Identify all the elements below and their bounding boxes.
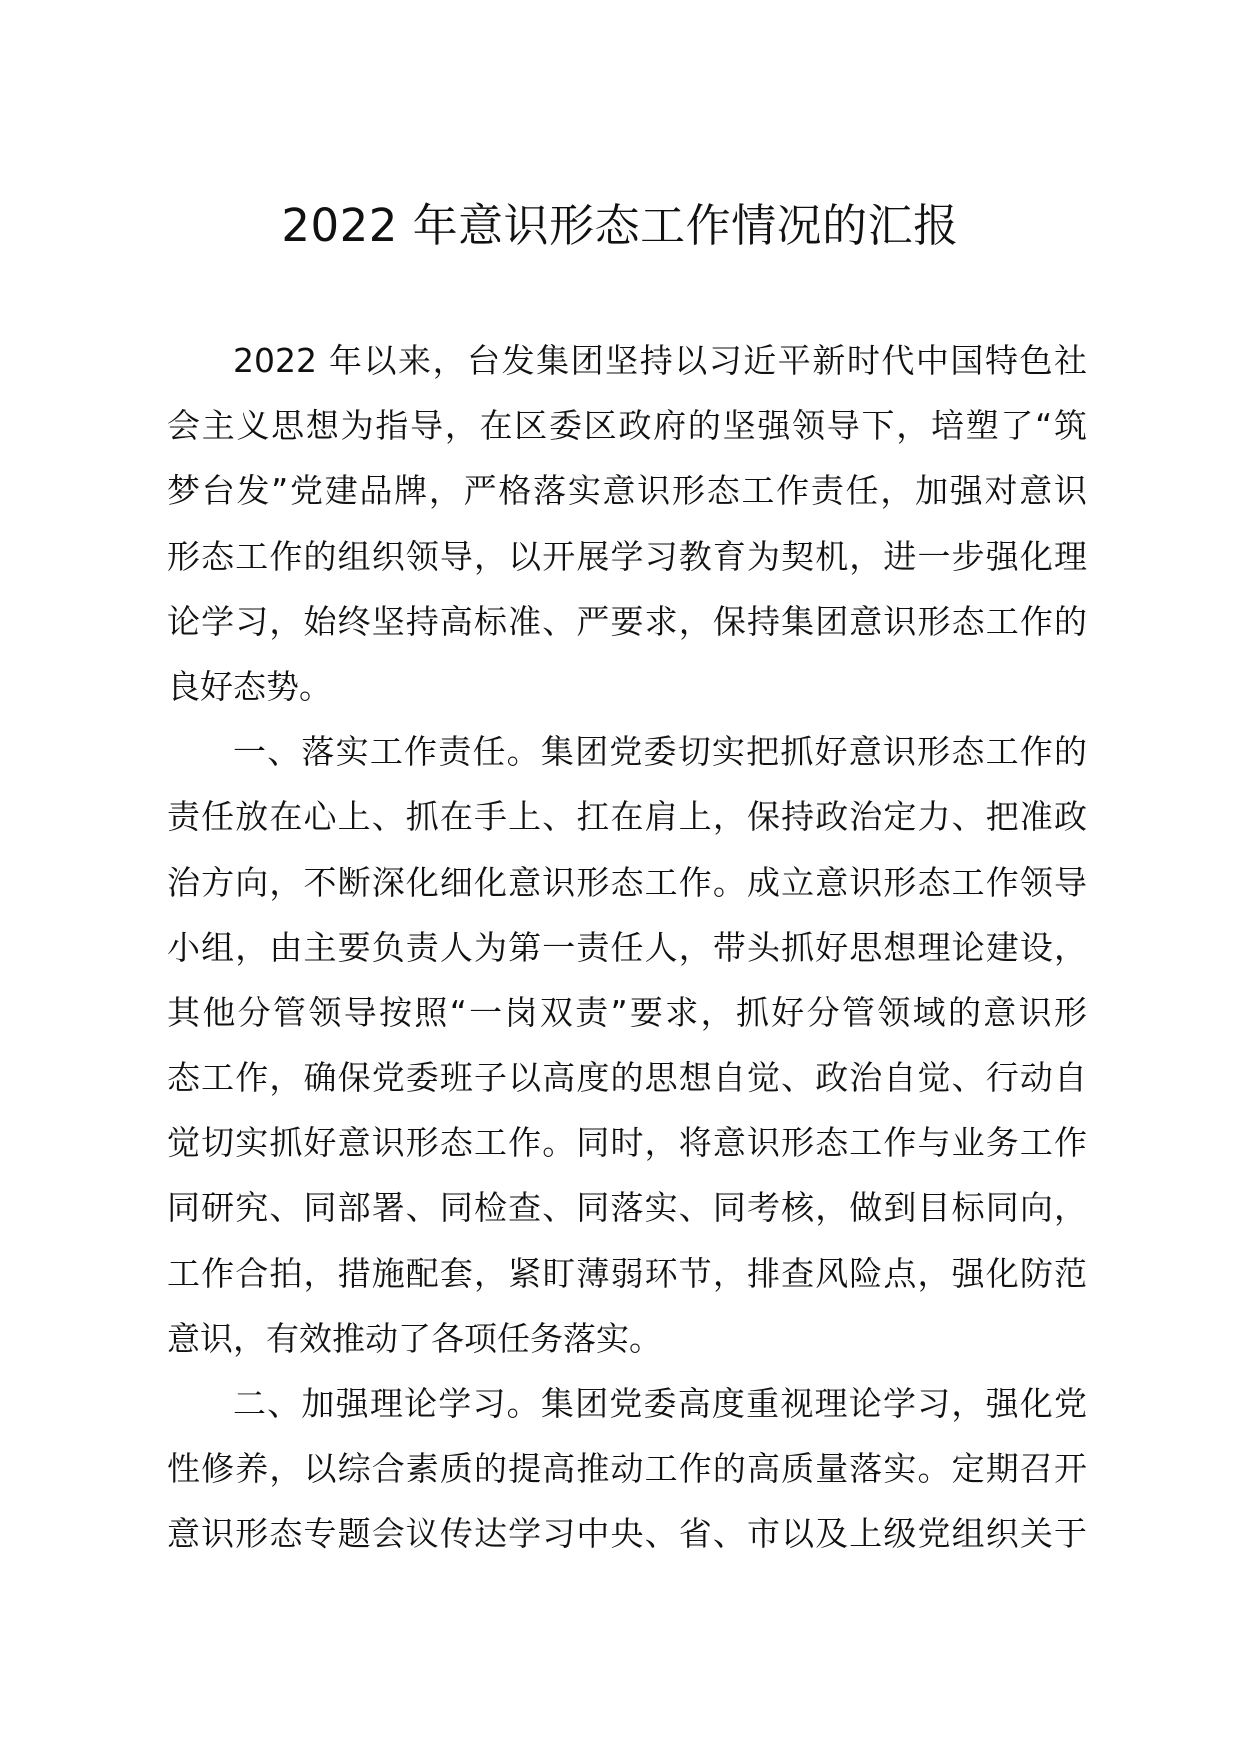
text-line: 形态工作的组织领导，以开展学习教育为契机，进一步强化理 [167,536,1087,576]
text-line: 二、加强理论学习。集团党委高度重视理论学习，强化党 [233,1384,1087,1423]
text-line: 小组，由主要负责人为第一责任人，带头抓好思想理论建设， [167,927,1087,967]
text-line: 态工作，确保党委班子以高度的思想自觉、政治自觉、行动自 [167,1058,1087,1098]
text-line: 良好态势。 [167,666,332,706]
text-line: 同研究、同部署、同检查、同落实、同考核，做到目标同向， [167,1188,1087,1228]
text-line: 2022 年以来，台发集团坚持以习近平新时代中国特色社 [233,341,1087,380]
text-line: 会主义思想为指导，在区委区政府的坚强领导下，培塑了“筑 [167,406,1087,446]
paragraph-section-1 [167,719,1087,1371]
text-line: 其他分管领导按照“一岗双责”要求，抓好分管领域的意识形 [167,992,1087,1032]
text-line: 梦台发”党建品牌，严格落实意识形态工作责任，加强对意识 [167,471,1087,511]
text-line: 责任放在心上、抓在手上、扛在肩上，保持政治定力、把准政 [167,797,1087,837]
text-line: 意识，有效推动了各项任务落实。 [167,1318,662,1358]
text-line: 工作合拍，措施配套，紧盯薄弱环节，排查风险点，强化防范 [167,1253,1087,1293]
text-line: 觉切实抓好意识形态工作。同时，将意识形态工作与业务工作 [167,1123,1087,1163]
text-line: 治方向，不断深化细化意识形态工作。成立意识形态工作领导 [167,862,1087,902]
text-line: 意识形态专题会议传达学习中央、省、市以及上级党组织关于 [167,1514,1087,1554]
document-body [167,328,1087,1567]
paragraph-intro [167,328,1087,719]
document-title: 2022 年意识形态工作情况的汇报 [281,199,959,252]
text-line: 性修养，以综合素质的提高推动工作的高质量落实。定期召开 [167,1449,1087,1489]
text-line: 论学习，始终坚持高标准、严要求，保持集团意识形态工作的 [167,601,1087,641]
text-line: 一、落实工作责任。集团党委切实把抓好意识形态工作的 [233,732,1087,772]
paragraph-section-2 [167,1371,1087,1567]
